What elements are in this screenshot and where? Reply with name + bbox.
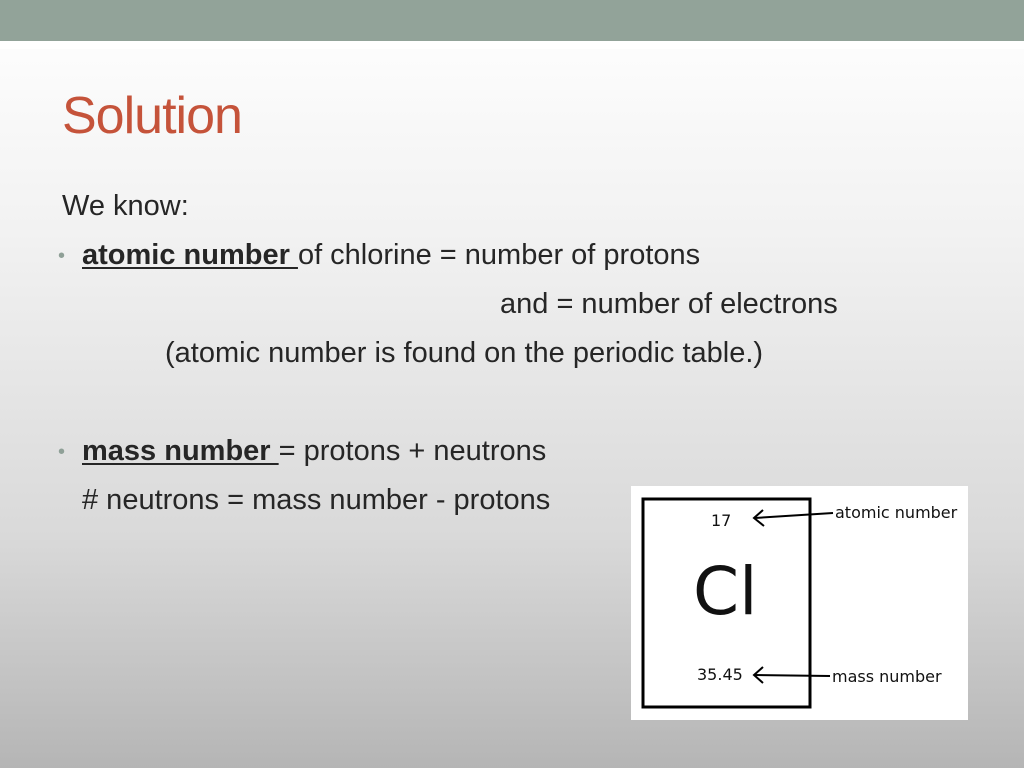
bullet-1-text: of chlorine = number of protons: [297, 239, 701, 271]
chlorine-element-figure: [631, 486, 968, 720]
element-symbol: Cl: [693, 553, 758, 630]
top-accent-bar: [0, 0, 1024, 41]
mass-arrow: [754, 667, 830, 683]
bullet-2-text: = protons + neutrons: [278, 435, 547, 467]
atomic-number-value: 17: [711, 511, 732, 530]
top-bar-divider: [0, 41, 1024, 49]
bullet-1-note: (atomic number is found on the periodic table.): [165, 337, 764, 369]
bullet-dot-1: •: [58, 245, 66, 267]
neutrons-formula: # neutrons = mass number - protons: [82, 484, 551, 516]
bullet-1-continuation: and = number of electrons: [500, 288, 838, 320]
atomic-number-label: atomic number: [835, 503, 958, 522]
element-tile-diagram: [631, 486, 968, 720]
mass-number-value: 35.45: [697, 665, 743, 684]
atomic-number-term: atomic number: [82, 239, 298, 271]
bullet-2-line: [82, 434, 546, 468]
mass-number-term: mass number: [82, 435, 279, 467]
bullet-dot-2: •: [58, 441, 66, 463]
intro-text: We know:: [62, 190, 189, 222]
bullet-1-line: [82, 238, 700, 272]
slide-title: Solution: [62, 87, 242, 145]
atomic-arrow: [754, 510, 833, 526]
mass-number-label: mass number: [832, 667, 942, 686]
